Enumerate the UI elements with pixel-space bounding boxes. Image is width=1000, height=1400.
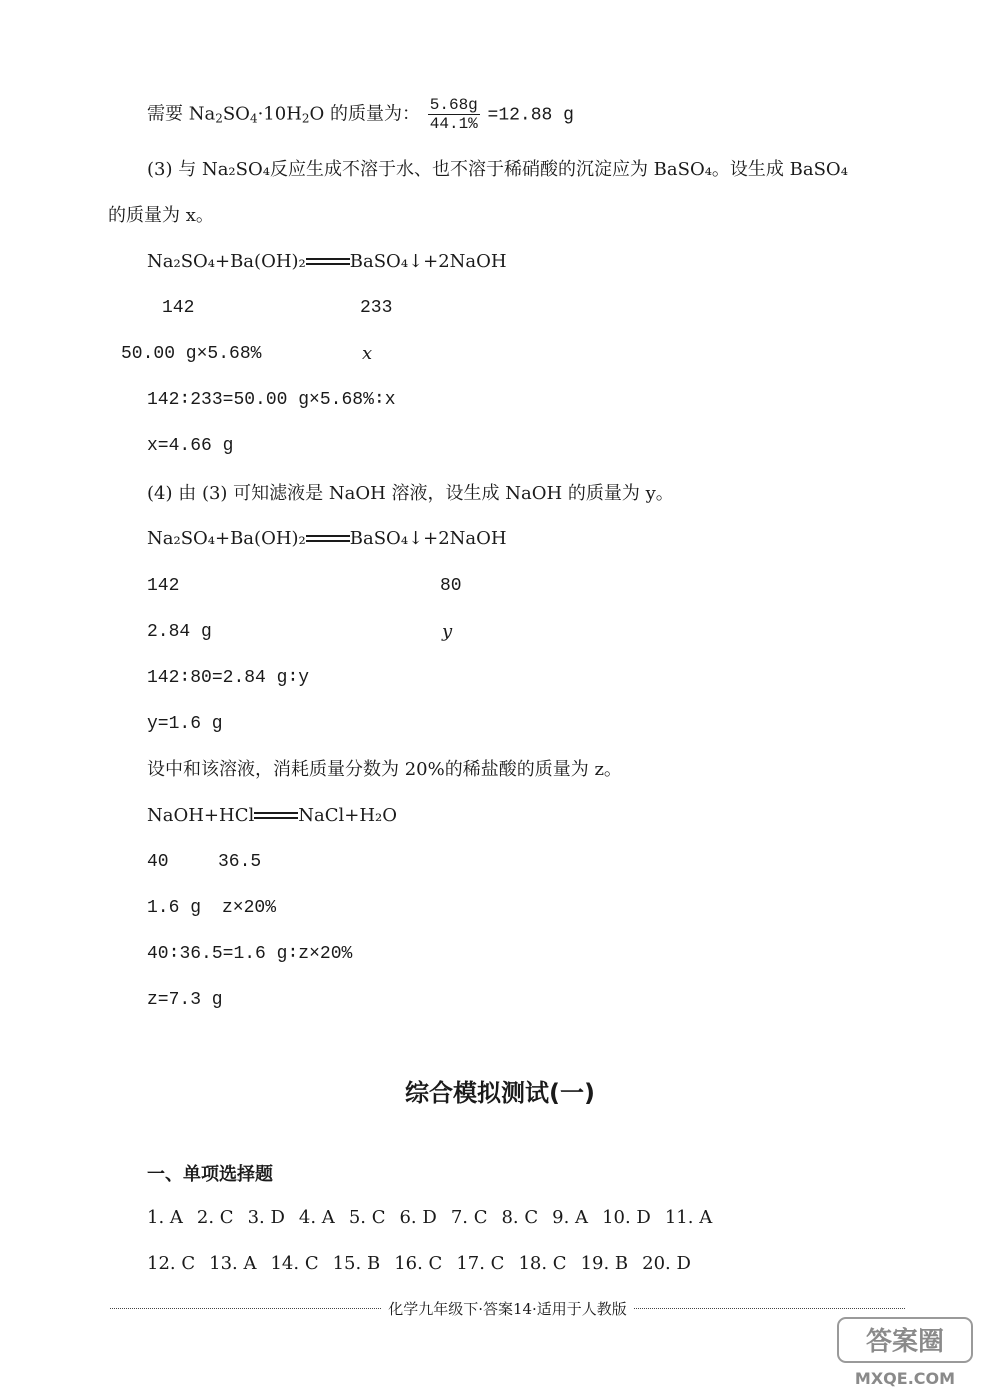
answer-item: 13. A: [209, 1253, 257, 1274]
footer-text: 化学九年级下·答案14·适用于人教版: [382, 1300, 633, 1318]
answer-item: 15. B: [332, 1253, 381, 1274]
answer-item: 11. A: [664, 1207, 713, 1228]
eq2-value-1: 2.84 g: [147, 622, 212, 642]
watermark-logo: [830, 1312, 980, 1392]
answer-item: 20. D: [642, 1253, 691, 1274]
equation-1-reactants: Na₂SO₄+Ba(OH)₂: [147, 251, 306, 272]
equation-2: [147, 527, 507, 551]
na2so4-hydrate-mass-line: 需要 $Na_2SO_4\cdot 10H_2O$ 的质量为： $\frac{5.68g}{44.1\%}$ =12.88 g: [147, 96, 574, 133]
answer-item: 17. C: [456, 1253, 505, 1274]
reaction-equals-sign: [306, 257, 350, 267]
page-footer: [110, 1297, 905, 1321]
answer-item: 7. C: [450, 1207, 488, 1228]
ratio-2: 142∶80=2.84 g∶y: [147, 668, 310, 688]
answer-item: 9. A: [552, 1207, 589, 1228]
section-heading: 一、单项选择题: [147, 1164, 273, 1185]
fraction-denominator: 44.1%: [429, 115, 478, 133]
text-part: SO: [222, 103, 250, 125]
answer-item: 1. A: [147, 1207, 183, 1228]
part4-intro: (4) 由 (3) 可知滤液是 NaOH 溶液，设生成 NaOH 的质量为 y。: [147, 483, 674, 504]
eq3-molar-mass-2: 36.5: [218, 852, 262, 872]
mass-fraction: [428, 96, 480, 133]
equation-3-reactants: NaOH+HCl: [147, 805, 255, 826]
answer-item: 18. C: [518, 1253, 567, 1274]
answer-item: 14. C: [270, 1253, 319, 1274]
answer-item: 16. C: [394, 1253, 443, 1274]
answer-item: 4. A: [298, 1207, 335, 1228]
test-title: 综合模拟测试(一): [405, 1079, 595, 1107]
equation-3-products: NaCl+H₂O: [298, 805, 398, 826]
answers-row-1: [147, 1206, 726, 1230]
eq3-value-1: 1.6 g: [147, 898, 202, 918]
part3-intro-cont: 的质量为 x。: [108, 205, 214, 226]
svg-text:答案圈: 答案圈: [865, 1327, 945, 1357]
answer-item: 8. C: [501, 1207, 539, 1228]
reaction-equals-sign: [254, 811, 298, 821]
answer-item: 19. B: [580, 1253, 629, 1274]
ratio-3: 40∶36.5=1.6 g∶z×20%: [147, 944, 353, 964]
eq1-molar-mass-2: 233: [360, 298, 393, 318]
result-2: y=1.6 g: [147, 714, 223, 734]
equation-2-reactants: Na₂SO₄+Ba(OH)₂: [147, 528, 306, 549]
text-part: ·10H: [257, 103, 302, 125]
answer-item: 12. C: [147, 1253, 196, 1274]
part3-intro: (3) 与 Na₂SO₄反应生成不溶于水、也不溶于稀硝酸的沉淀应为 BaSO₄。设生成 BaSO₄: [147, 159, 848, 180]
eq2-molar-mass-2: 80: [440, 576, 462, 596]
answer-item: 5. C: [348, 1207, 386, 1228]
mass-result: =12.88 g: [487, 105, 574, 126]
eq1-value-1: 50.00 g×5.68%: [121, 344, 262, 364]
answer-item: 3. D: [247, 1207, 285, 1228]
neutralization-intro: 设中和该溶液，消耗质量分数为 20%的稀盐酸的质量为 z。: [147, 759, 622, 780]
text-part: 需要 Na: [147, 103, 216, 125]
eq3-value-2: z×20%: [222, 898, 277, 918]
svg-text:MXQE.COM: MXQE.COM: [854, 1369, 956, 1388]
eq3-molar-mass-1: 40: [147, 852, 169, 872]
reaction-equals-sign: [306, 534, 350, 544]
ratio-1: 142∶233=50.00 g×5.68%∶x: [147, 390, 396, 410]
equation-2-products: BaSO₄↓+2NaOH: [349, 528, 507, 549]
eq2-value-2: y: [442, 621, 453, 642]
fraction-numerator: 5.68g: [429, 96, 478, 114]
eq1-value-2: x: [362, 343, 373, 364]
text-part: O 的质量为：: [309, 103, 421, 125]
result-3: z=7.3 g: [147, 990, 223, 1010]
answer-item: 2. C: [196, 1207, 234, 1228]
eq2-molar-mass-1: 142: [147, 576, 180, 596]
equation-1-products: BaSO₄↓+2NaOH: [349, 251, 507, 272]
equation-1: [147, 250, 507, 274]
answer-item: 6. D: [399, 1207, 437, 1228]
eq1-molar-mass-1: 142: [162, 298, 195, 318]
answers-row-2: [147, 1252, 705, 1276]
footer-text-wrap: [110, 1297, 905, 1321]
answer-item: 10. D: [602, 1207, 651, 1228]
equation-3: [147, 804, 397, 828]
result-1: x=4.66 g: [147, 436, 234, 456]
